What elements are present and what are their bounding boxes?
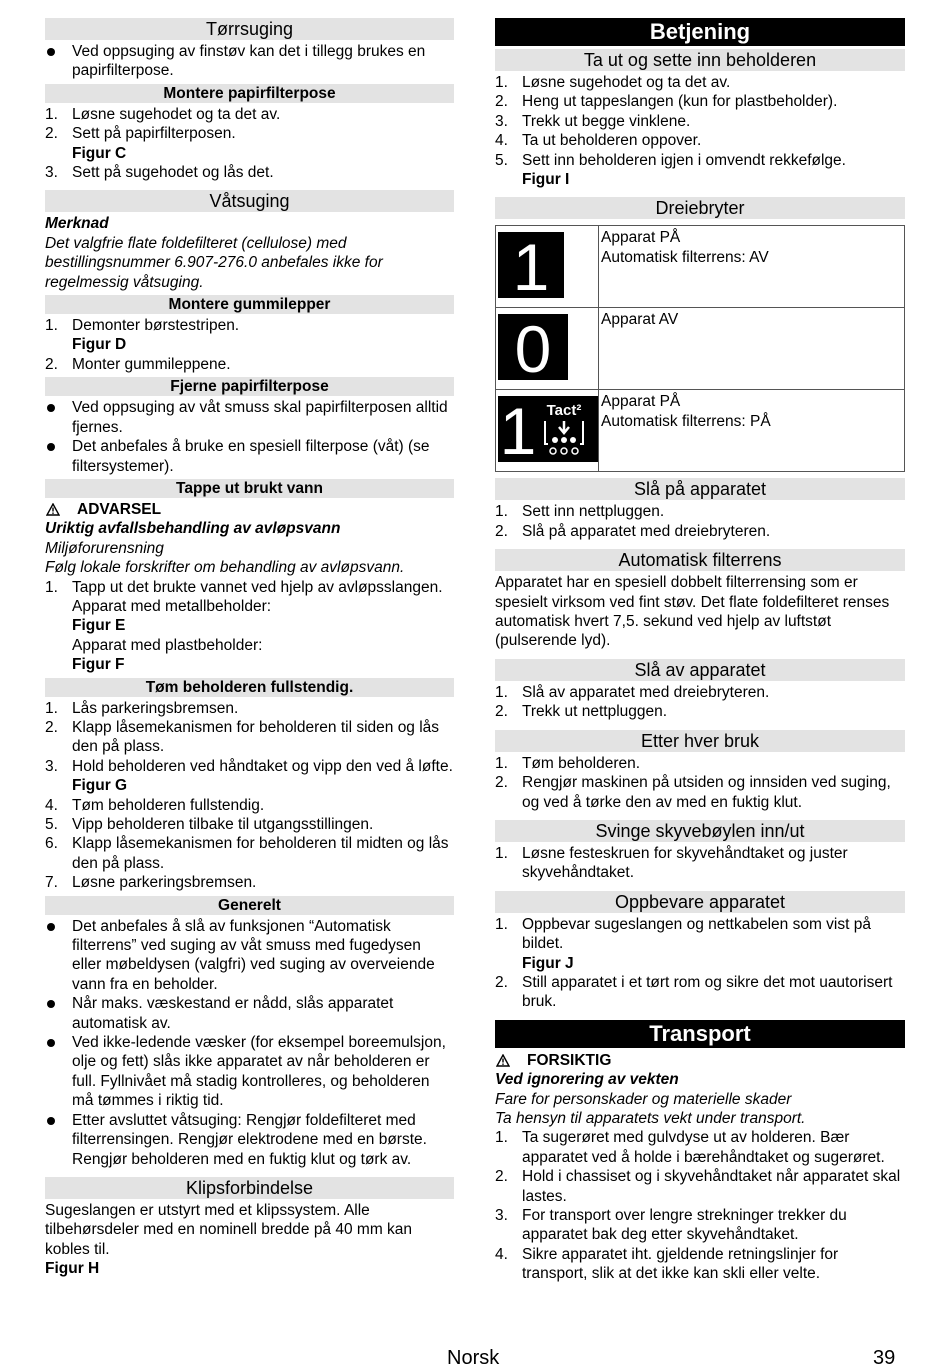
bullet-icon (47, 443, 55, 451)
step-item: 1. Slå av apparatet med dreiebryteren. (495, 683, 770, 701)
step-item: 2. Trekk ut nettpluggen. (495, 703, 668, 721)
bullet-item (45, 1111, 454, 1169)
chapter-heading-transport: Transport (495, 1020, 905, 1048)
section-heading-svinge: Svinge skyvebøylen inn/ut (495, 820, 905, 842)
bullet-item (45, 42, 454, 81)
caution-line: Ved ignorering av vekten (495, 1071, 679, 1089)
bullet-text: Ved oppsuging av våt smuss skal papirfilterposen alltid fjernes. (72, 399, 448, 436)
step-text: Sikre apparatet iht. gjeldende retningslinjer for transport, slik at det ikke kan skli eller velte. (522, 1245, 839, 1283)
warning-line: Uriktig avfallsbehandling av avløpsvann (45, 520, 341, 538)
subheading-tappe-ut: Tappe ut brukt vann (45, 479, 454, 498)
dial-row (496, 226, 905, 308)
warning-triangle-icon (46, 503, 60, 516)
step-item: 1. Sett inn nettpluggen. (495, 503, 665, 521)
step-text: Sett på sugehodet og lås det. (72, 164, 274, 182)
right-column (495, 18, 905, 1284)
step-text: Hold i chassiset og i skyvehåndtaket når apparatet skal lastes. (522, 1168, 901, 1205)
dial-text: Automatisk filterrens: PÅ (601, 412, 771, 430)
step-text: Tøm beholderen fullstendig. (72, 796, 265, 814)
step-item: 2. Still apparatet i et tørt rom og sikre det mot uautorisert bruk. (495, 973, 893, 1011)
dial-icon-cell (496, 226, 599, 308)
bullet-icon (47, 1117, 55, 1125)
section-heading-klipsforbindelse: Klipsforbindelse (45, 1177, 454, 1199)
subheading-generelt: Generelt (45, 896, 454, 915)
section-heading-dreiebryter: Dreiebryter (495, 197, 905, 219)
section-heading-sla-pa: Slå på apparatet (495, 478, 905, 500)
step-text: Heng ut tappeslangen (kun for plastbeholder). (522, 93, 838, 111)
dial-text-cell (599, 226, 905, 308)
paragraph: Sugeslangen er utstyrt med et klipssystem. Alle tilbehørsdeler med en nominell bredde på 40 mm kan kobles til. (45, 1201, 413, 1258)
step-text: Monter gummileppene. (72, 355, 231, 373)
note-label: Merknad (45, 215, 109, 233)
subheading-fjerne-papirfilterpose: Fjerne papirfilterpose (45, 377, 454, 396)
step-item: 5. Sett inn beholderen igjen i omvendt rekkefølge. (495, 151, 846, 169)
bullet-text: Det anbefales å bruke en spesiell filterpose (våt) (se filtersystemer). (72, 438, 430, 475)
section-heading-automatisk-filterrens: Automatisk filterrens (495, 549, 905, 571)
step-item: 1. Løsne sugehodet og ta det av. (495, 74, 731, 91)
step-item: 1. Oppbevar sugeslangen og nettkabelen som vist på bildet. (495, 915, 871, 953)
step-text: Løsne festeskruen for skyvehåndtaket og juster skyvehåndtaket. (522, 844, 848, 882)
figure-ref: Figur H (45, 1260, 100, 1278)
step-item: 1. Løsne festeskruen for skyvehåndtaket og juster skyvehåndtaket. (495, 844, 848, 882)
bullet-icon (47, 404, 55, 412)
page-number: 39 (873, 1347, 896, 1369)
bullet-icon (47, 1039, 55, 1047)
step-text: Sett på papirfilterposen. (72, 125, 236, 143)
step-text: Lås parkeringsbremsen. (72, 699, 239, 717)
step-item: 5. Vipp beholderen tilbake til utgangsstillingen. (45, 816, 374, 833)
warning-line: Følg lokale forskrifter om behandling av avløpsvann. (45, 559, 405, 577)
position-0-glyph: 0 (514, 312, 552, 385)
step-item: 7. Løsne parkeringsbremsen. (45, 874, 257, 892)
section-heading-vatsuging: Våtsuging (45, 190, 454, 212)
section-heading-oppbevare: Oppbevare apparatet (495, 891, 905, 913)
bullet-icon (47, 1000, 55, 1008)
bullet-item (45, 398, 454, 437)
step-text: Sett inn beholderen igjen i omvendt rekkefølge. (522, 151, 846, 169)
subheading-montere-papirfilterpose: Montere papirfilterpose (45, 84, 454, 103)
step-text: Tapp ut det brukte vannet ved hjelp av avløpsslangen. (72, 578, 443, 596)
step-item: 2. Slå på apparatet med dreiebryteren. (495, 522, 771, 540)
step-item: 3. Sett på sugehodet og lås det. (45, 164, 274, 182)
step-text: Still apparatet i et tørt rom og sikre det mot uautorisert bruk. (522, 973, 893, 1011)
step-text: Oppbevar sugeslangen og nettkabelen som vist på bildet. (522, 915, 871, 953)
step-item: 3. Hold beholderen ved håndtaket og vipp den ved å løfte. (45, 757, 453, 775)
bullet-item (45, 437, 454, 476)
step-item: 2. Klapp låsemekanismen for beholderen til siden og lås den på plass. (45, 718, 440, 756)
step-item: 2. Heng ut tappeslangen (kun for plastbeholder). (495, 93, 838, 111)
step-text: Ta sugerøret med gulvdyse ut av holderen. Bær apparatet ved å holde i bærehåndtaket og sugerøret. (522, 1129, 885, 1166)
bullet-icon (47, 923, 55, 931)
step-item: 1. Demonter børstestripen. (45, 317, 240, 335)
position-1-tact-icon (496, 390, 598, 466)
step-text: Sett inn nettpluggen. (522, 503, 665, 521)
step-item: 1. Lås parkeringsbremsen. (45, 699, 239, 717)
step-item: 4. Sikre apparatet iht. gjeldende retningslinjer for transport, slik at det ikke kan skli eller velte. (495, 1245, 839, 1283)
bullet-text: Ved ikke-ledende væsker (for eksempel boreemulsjon, olje og fett) slås ikke apparatet av når beholderen er full. Fyllnivået må stadig kontrolleres, og beholderen må tømmes i riktig tid. (72, 1034, 446, 1110)
step-text: Klapp låsemekanismen for beholderen til midten og lås den på plass. (72, 835, 449, 872)
step-item: 4. Tøm beholderen fullstendig. (45, 796, 265, 814)
figure-ref: Figur E (72, 617, 126, 635)
figure-ref: Figur I (522, 171, 570, 189)
position-1-tact-glyph: 1 (499, 394, 537, 467)
chapter-heading-betjening: Betjening (495, 18, 905, 46)
figure-ref: Figur G (72, 777, 128, 795)
subheading-tom-beholderen: Tøm beholderen fullstendig. (45, 678, 454, 697)
bullet-text: Det anbefales å slå av funksjonen “Automatisk filterrens” ved suging av våt smuss med fugedysen eller møbeldysen (valgfri) ved suging av overveiende vann fra en beholder. (72, 917, 435, 993)
step-text: Slå på apparatet med dreiebryteren. (522, 522, 771, 540)
step-text: Løsne parkeringsbremsen. (72, 874, 257, 892)
warning-triangle-icon (496, 1054, 510, 1067)
figure-ref: Figur F (72, 656, 125, 674)
paragraph: Apparatet har en spesiell dobbelt filterrensing som er spesielt virksom ved fint støv. Det flate foldefilteret renses automatisk hvert 7,5. sekund ved hjelp av luftstøt (pulserende lyd). (495, 574, 890, 650)
step-item: 6. Klapp låsemekanismen for beholderen til midten og lås den på plass. (45, 835, 449, 872)
step-item: 3. For transport over lengre strekninger trekker du apparatet bak deg etter skyvehåndtaket. (495, 1207, 847, 1244)
section-heading-sla-av: Slå av apparatet (495, 659, 905, 681)
dial-text: Apparat AV (601, 311, 679, 329)
dial-text-cell (599, 308, 905, 390)
figure-ref: Figur J (522, 954, 574, 972)
step-item: 2. Rengjør maskinen på utsiden og innsiden ved suging, og ved å tørke den av med en fuktig klut. (495, 774, 891, 811)
step-text: Demonter børstestripen. (72, 317, 240, 335)
dial-row (496, 308, 905, 390)
step-text: Slå av apparatet med dreiebryteren. (522, 683, 770, 701)
step-text: For transport over lengre strekninger trekker du apparatet bak deg etter skyvehåndtaket. (522, 1207, 847, 1244)
dial-text: Apparat PÅ (601, 229, 681, 247)
step-item: 3. Trekk ut begge vinklene. (495, 112, 691, 130)
step-text: Klapp låsemekanismen for beholderen til siden og lås den på plass. (72, 718, 440, 756)
caution-line: Fare for personskader og materielle skader (495, 1090, 792, 1108)
step-item: 1. Ta sugerøret med gulvdyse ut av holderen. Bær apparatet ved å holde i bærehåndtaket og sugerøret. (495, 1129, 885, 1166)
position-1-icon (496, 226, 598, 302)
warning-line: Miljøforurensning (45, 539, 164, 557)
step-item: 1. Tøm beholderen. (495, 754, 641, 772)
bullet-text: Etter avsluttet våtsuging: Rengjør foldefilteret med filterrensingen. Rengjør elektrodene med en børste. Rengjør beholderen med en fuktig klut og tørk av. (72, 1111, 427, 1168)
figure-ref: Figur C (72, 144, 127, 162)
bullet-text: Når maks. væskestand er nådd, slås apparatet automatisk av. (72, 995, 394, 1032)
step-text: Tøm beholderen. (522, 754, 641, 772)
bullet-item (45, 917, 454, 995)
step-item: 2. Hold i chassiset og i skyvehåndtaket når apparatet skal lastes. (495, 1168, 901, 1205)
dial-text: Automatisk filterrens: AV (601, 248, 769, 266)
footer-language: Norsk (447, 1347, 500, 1369)
step-text: Trekk ut nettpluggen. (522, 703, 668, 721)
dial-table (495, 225, 905, 472)
caution-text: FORSIKTIG (527, 1051, 612, 1069)
caution-label (495, 1051, 905, 1070)
step-text: Løsne sugehodet og ta det av. (72, 105, 281, 123)
warning-label (45, 500, 454, 519)
section-heading-ta-ut: Ta ut og sette inn beholderen (495, 49, 905, 71)
bullet-item (45, 994, 454, 1033)
step-subtext: Apparat med metallbeholder: (72, 597, 272, 615)
step-text: Ta ut beholderen oppover. (522, 132, 702, 150)
left-column (45, 18, 454, 1279)
tact-label: Tact² (546, 402, 582, 420)
bullet-icon (47, 48, 55, 56)
dial-row (496, 390, 905, 472)
dial-icon-cell (496, 308, 599, 390)
position-0-icon (496, 308, 598, 384)
bullet-item (45, 1033, 454, 1111)
note-text: Det valgfrie flate foldefilteret (cellulose) med bestillingsnummer 6.907-276.0 anbefales ikke for regelmessig våtsuging. (45, 234, 383, 291)
step-item: 1. Tapp ut det brukte vannet ved hjelp av avløpsslangen. (45, 578, 443, 596)
bullet-text: Ved oppsuging av finstøv kan det i tillegg brukes en papirfilterpose. (72, 43, 426, 80)
position-1-glyph: 1 (512, 230, 550, 303)
section-heading-torrsuging: Tørrsuging (45, 18, 454, 40)
step-item: 1. Løsne sugehodet og ta det av. (45, 105, 281, 123)
step-text: Hold beholderen ved håndtaket og vipp den ved å løfte. (72, 757, 453, 775)
step-item: 2. Sett på papirfilterposen. (45, 125, 236, 143)
step-item: 4. Ta ut beholderen oppover. (495, 132, 702, 150)
step-text: Rengjør maskinen på utsiden og innsiden ved suging, og ved å tørke den av med en fuktig klut. (522, 774, 891, 811)
warning-text: ADVARSEL (77, 500, 162, 518)
step-text: Trekk ut begge vinklene. (522, 112, 691, 130)
dial-text-cell (599, 390, 905, 472)
step-item: 2. Monter gummileppene. (45, 355, 231, 373)
step-subtext: Apparat med plastbeholder: (72, 636, 263, 654)
caution-line: Ta hensyn til apparatets vekt under transport. (495, 1109, 806, 1127)
step-text: Løsne sugehodet og ta det av. (522, 74, 731, 91)
dial-text: Apparat PÅ (601, 393, 681, 411)
dial-icon-cell (496, 390, 599, 472)
figure-ref: Figur D (72, 336, 127, 354)
subheading-montere-gummilepper: Montere gummilepper (45, 295, 454, 314)
section-heading-etter-hver-bruk: Etter hver bruk (495, 730, 905, 752)
step-text: Vipp beholderen tilbake til utgangsstillingen. (72, 816, 374, 833)
